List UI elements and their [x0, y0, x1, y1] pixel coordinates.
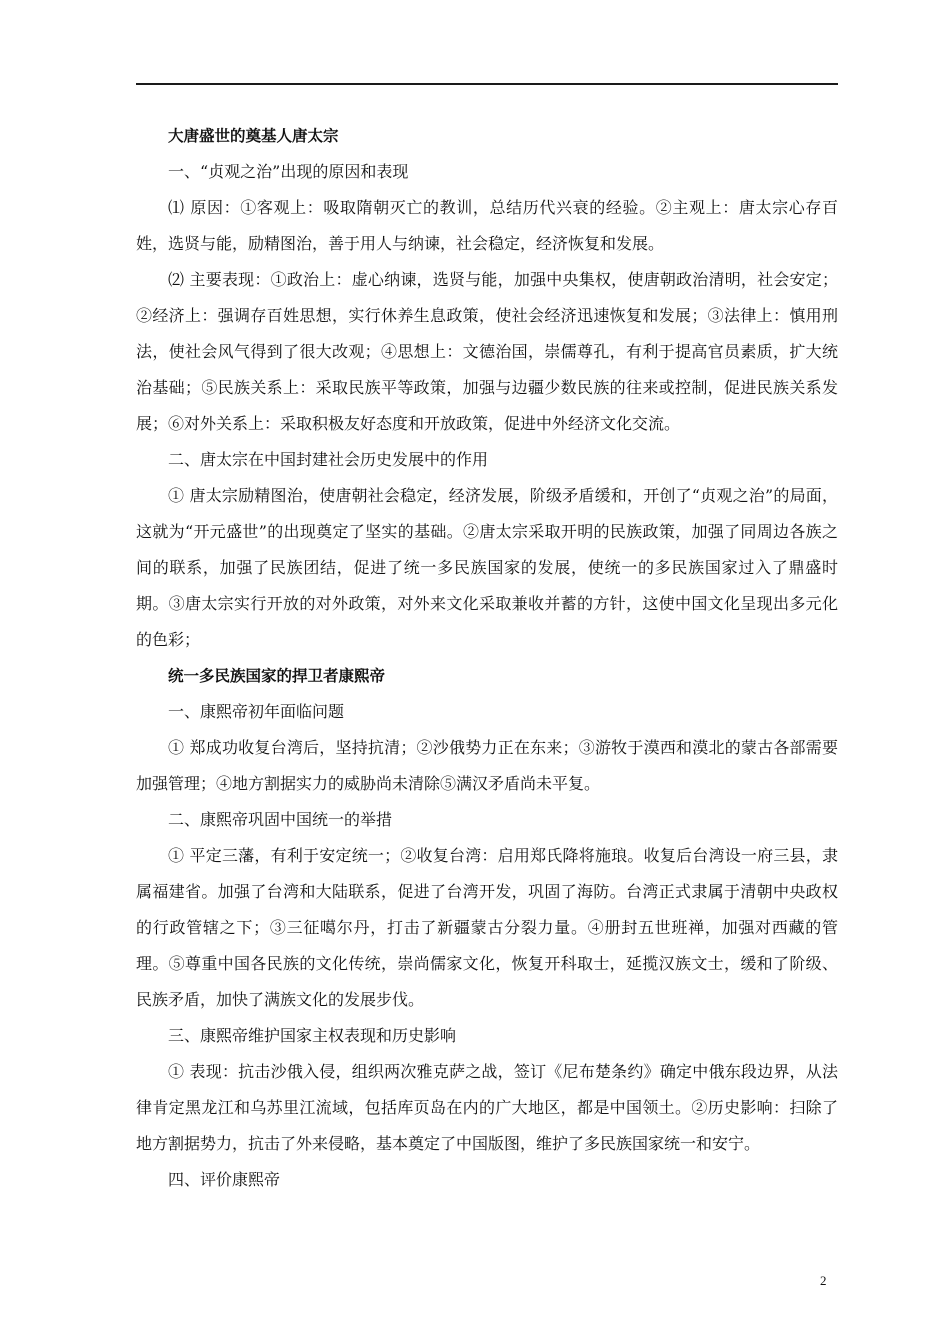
paragraph-kangxi-problems: ① 郑成功收复台湾后，坚持抗清；②沙俄势力正在东来；③游牧于漠西和漠北的蒙古各部需要加强管理；④地方割据实力的威胁尚未清除⑤满汉矛盾尚未平复。 [136, 738, 838, 793]
subheading-zhenguan-causes: 一、“贞观之治”出现的原因和表现 [168, 162, 409, 181]
paragraph-causes: ⑴ 原因：①客观上：吸取隋朝灭亡的教训，总结历代兴衰的经验。②主观上：唐太宗心存百姓，选贤与能，励精图治，善于用人与纳谏，社会稳定，经济恢复和发展。 [136, 198, 838, 253]
document-body [136, 118, 838, 1198]
subheading-kangxi-evaluation: 四、评价康熙帝 [168, 1170, 281, 1189]
section-title-tang-taizong: 大唐盛世的奠基人唐太宗 [168, 127, 339, 145]
paragraph-manifestations: ⑵ 主要表现：①政治上：虚心纳谏，选贤与能，加强中央集权，使唐朝政治清明，社会安定；②经济上：强调存百姓思想，实行休养生息政策，使社会经济迅速恢复和发展；③法律上：慎用刑法，使社会风气得到了很大改观；④思想上：文德治国，崇儒尊孔，有利于提高官员素质，扩大统治基础；⑤民族关系上：采取民族平等政策，加强与边疆少数民族的往来或控制，促进民族关系发展；⑥对外关系上：采取积极友好态度和开放政策，促进中外经济文化交流。 [136, 270, 838, 433]
section-title-kangxi: 统一多民族国家的捍卫者康熙帝 [168, 667, 386, 685]
subheading-kangxi-problems: 一、康熙帝初年面临问题 [168, 702, 345, 721]
subheading-taizong-role: 二、唐太宗在中国封建社会历史发展中的作用 [168, 450, 489, 469]
subheading-kangxi-measures: 二、康熙帝巩固中国统一的举措 [168, 810, 393, 829]
paragraph-taizong-role: ① 唐太宗励精图治，使唐朝社会稳定，经济发展，阶级矛盾缓和，开创了“贞观之治”的局面，这就为“开元盛世”的出现奠定了坚实的基础。②唐太宗采取开明的民族政策，加强了同周边各族之间的联系，加强了民族团结，促进了统一多民族国家的发展，使统一的多民族国家过入了鼎盛时期。③唐太宗实行开放的对外政策，对外来文化采取兼收并蓄的方针，这使中国文化呈现出多元化的色彩； [136, 486, 838, 649]
subheading-kangxi-sovereignty: 三、康熙帝维护国家主权表现和历史影响 [168, 1026, 457, 1045]
header-rule [136, 83, 838, 85]
page-number: 2 [820, 1273, 827, 1288]
paragraph-kangxi-sovereignty: ① 表现：抗击沙俄入侵，组织两次雅克萨之战，签订《尼布楚条约》确定中俄东段边界，从法律肯定黑龙江和乌苏里江流域，包括库页岛在内的广大地区，都是中国领土。②历史影响：扫除了地方割据势力，抗击了外来侵略，基本奠定了中国版图，维护了多民族国家统一和安宁。 [136, 1062, 838, 1153]
paragraph-kangxi-measures: ① 平定三藩，有利于安定统一；②收复台湾：启用郑氏降将施琅。收复后台湾设一府三县，隶属福建省。加强了台湾和大陆联系，促进了台湾开发，巩固了海防。台湾正式隶属于清朝中央政权的行政管辖之下；③三征噶尔丹，打击了新疆蒙古分裂力量。④册封五世班禅，加强对西藏的管理。⑤尊重中国各民族的文化传统，崇尚儒家文化，恢复开科取士，延揽汉族文士，缓和了阶级、民族矛盾，加快了满族文化的发展步伐。 [136, 846, 838, 1009]
